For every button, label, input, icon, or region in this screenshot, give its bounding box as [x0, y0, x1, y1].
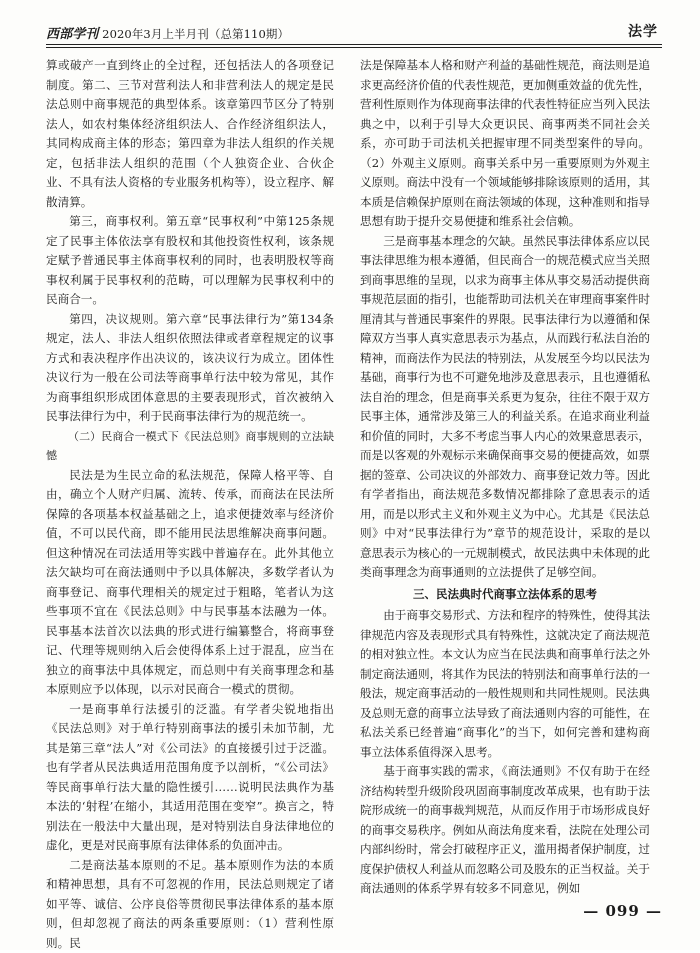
paragraph: 二是商法基本原则的不足。基本原则作为法的本质和精神思想，具有不可忽视的作用，民法总则规定了诸如平等、诚信、公序良俗等贯彻民事法律体系的基本原则，但却忽视了商法的两条重要原则：（1）营利性原则。民	[46, 856, 334, 953]
subsection-heading: （二）民商合一模式下《民法总则》商事规则的立法缺憾	[46, 427, 334, 466]
paragraph: 基于商事实践的需求，《商法通则》不仅有助于在经济结构转型升级阶段巩固商事制度改革成果，也有助于法院形成统一的商事裁判规范，从而反作用于市场形成良好的商事交易秩序。例如从商法角度来看，法院在处理公司内部纠纷时，常会打破程序正义，滥用揭者保护制度，过度保护债权人利益从而忽略公司及股东的正当权益。关于商法通则的体系学界有较多不同意见，例如	[360, 762, 650, 899]
paragraph: 民法是为生民立命的私法规范，保障人格平等、自由，确立个人财产归属、流转、传承，而商法在民法所保障的各项基本权益基础之上，追求便捷效率与经济价值，不可以民代商，即不能用民法思维解决商事问题。但这种情况在司法适用等实践中普遍存在。此外其他立法欠缺均可在商法通则中予以具体解决，多数学者认为商事登记、商事代理相关的规定过于粗略，笔者认为这些事项不宜在《民法总则》中与民事基本法融为一体。民事基本法首次以法典的形式进行编纂整合，将商事登记、代理等规则纳入后会使得体系上过于混乱，应当在独立的商事法中具体规定，而总则中有关商事理念和基本原则应予以体现，以示对民商合一模式的贯彻。	[46, 466, 334, 700]
running-header	[46, 20, 662, 44]
section-heading: 三、民法典时代商事立法体系的思考	[360, 585, 650, 605]
header-rule	[46, 44, 662, 45]
paragraph: 一是商事单行法援引的泛滥。有学者尖锐地指出《民法总则》对于单行特别商事法的援引未加节制，尤其是第三章“法人”对《公司法》的直接援引过于泛滥。也有学者从民法典适用范围角度予以剖析，“《公司法》等民商事单行法大量的隐性援引……说明民法典作为基本法的‘射程’在缩小，其适用范围在变窄”。换言之，特别法在一般法中大量出现，是对特别法自身法律地位的虚化，更是对民商事原有法律体系的负面冲击。	[46, 700, 334, 856]
paragraph: 算或破产一直到终止的全过程，还包括法人的各项登记制度。第二、三节对营利法人和非营利法人的规定是民法总则中商事规范的典型体系。该章第四节区分了特别法人，如农村集体经济组织法人、合作经济组织法人，其同构成商主体的形态；第四章为非法人组织的作关规定，包括非法人组织的范围（个人独资企业、合伙企业、不具有法人资格的专业服务机构等），设立程序、解散清算。	[46, 56, 334, 212]
header-left	[46, 23, 289, 42]
page-number: — 099 —	[583, 902, 662, 920]
paragraph: 三是商事基本理念的欠缺。虽然民事法律体系应以民事法律思维为根本遵循，但民商合一的规范模式应当关照到商事思维的呈现，以求为商事主体从事交易活动提供商事规范层面的指引，也能帮助司法机关在审理商事案件时厘清其与普通民事案件的界限。民事法律行为以遵循和保障双方当事人真实意思表示为基点，从而践行私法自治的精神，而商法作为民法的特别法，从发展至今均以民法为基础，商事行为也不可避免地涉及意思表示，且也遵循私法自治的理念，但是商事关系更为复杂，往往不限于双方民事主体，通常涉及第三人的利益关系。在追求商业利益和价值的同时，大多不考虑当事人内心的效果意思表示，而是以客观的外观标示来确保商事交易的便捷高效，如票据的签章、公司决议的外部效力、商事登记效力等。因此有学者指出，商法规范多数情况都排除了意思表示的适用，而是以形式主义和外观主义为中心。尤其是《民法总则》中对“民事法律行为”章节的规范设计，采取的是以意思表示为核心的一元规制模式，故民法典中未体现的此类商事理念为商事通则的立法提供了足够空间。	[360, 232, 650, 583]
paragraph: 法是保障基本人格和财产利益的基础性规范，商法则是追求更高经济价值的代表性规范，更加侧重效益的优先性，营利性原则作为体现商事法律的代表性特征应当列入民法典之中，以利于引导大众更识民、商事两类不同社会关系，亦可助于司法机关把握审理不同类型案件的导向。（2）外观主义原则。商事关系中另一重要原则为外观主义原则。商法中没有一个领域能够排除该原则的适用，其本质是信赖保护原则在商法领域的体现，这种准则和指导思想有助于提升交易便捷和维系社会信赖。	[360, 56, 650, 232]
issue-info: 2020年3月上半月刊（总第110期）	[98, 27, 289, 41]
section-label: 法学	[628, 21, 658, 41]
right-column	[360, 56, 650, 876]
paragraph: 第四，决议规则。第六章“民事法律行为”第134条规定，法人、非法人组织依照法律或者章程规定的议事方式和表决程序作出决议的，该决议行为成立。团体性决议行为一般在公司法等商事单行法中较为常见，其作为商事组织形成团体意思的主要表现形式，首次被纳入民事法律行为中，利于民商事法律行为的规范统一。	[46, 310, 334, 427]
left-column	[46, 56, 334, 876]
journal-title: 西部学刊	[46, 27, 98, 42]
header-rule-thin	[46, 47, 662, 48]
paragraph: 第三，商事权利。第五章“民事权利”中第125条规定了民事主体依法享有股权和其他投资性权利，该条规定赋予普通民事主体商事权利的同时，也表明股权等商事权利属于民事权利的范畴，可以理解为民事权利中的民商合一。	[46, 212, 334, 310]
paragraph: 由于商事交易形式、方法和程序的特殊性，使得其法律规范内容及表现形式具有特殊性，这就决定了商法规范的相对独立性。本文认为应当在民法典和商事单行法之外制定商法通则，将其作为民法的特别法和商事单行法的一般法，规定商事活动的一般性规则和共同性规则。民法典及总则无意的商事立法导致了商法通则内容的可能性，在私法关系已经普遍“商事化”的当下，如何完善和建构商事立法体系值得深入思考。	[360, 606, 650, 762]
